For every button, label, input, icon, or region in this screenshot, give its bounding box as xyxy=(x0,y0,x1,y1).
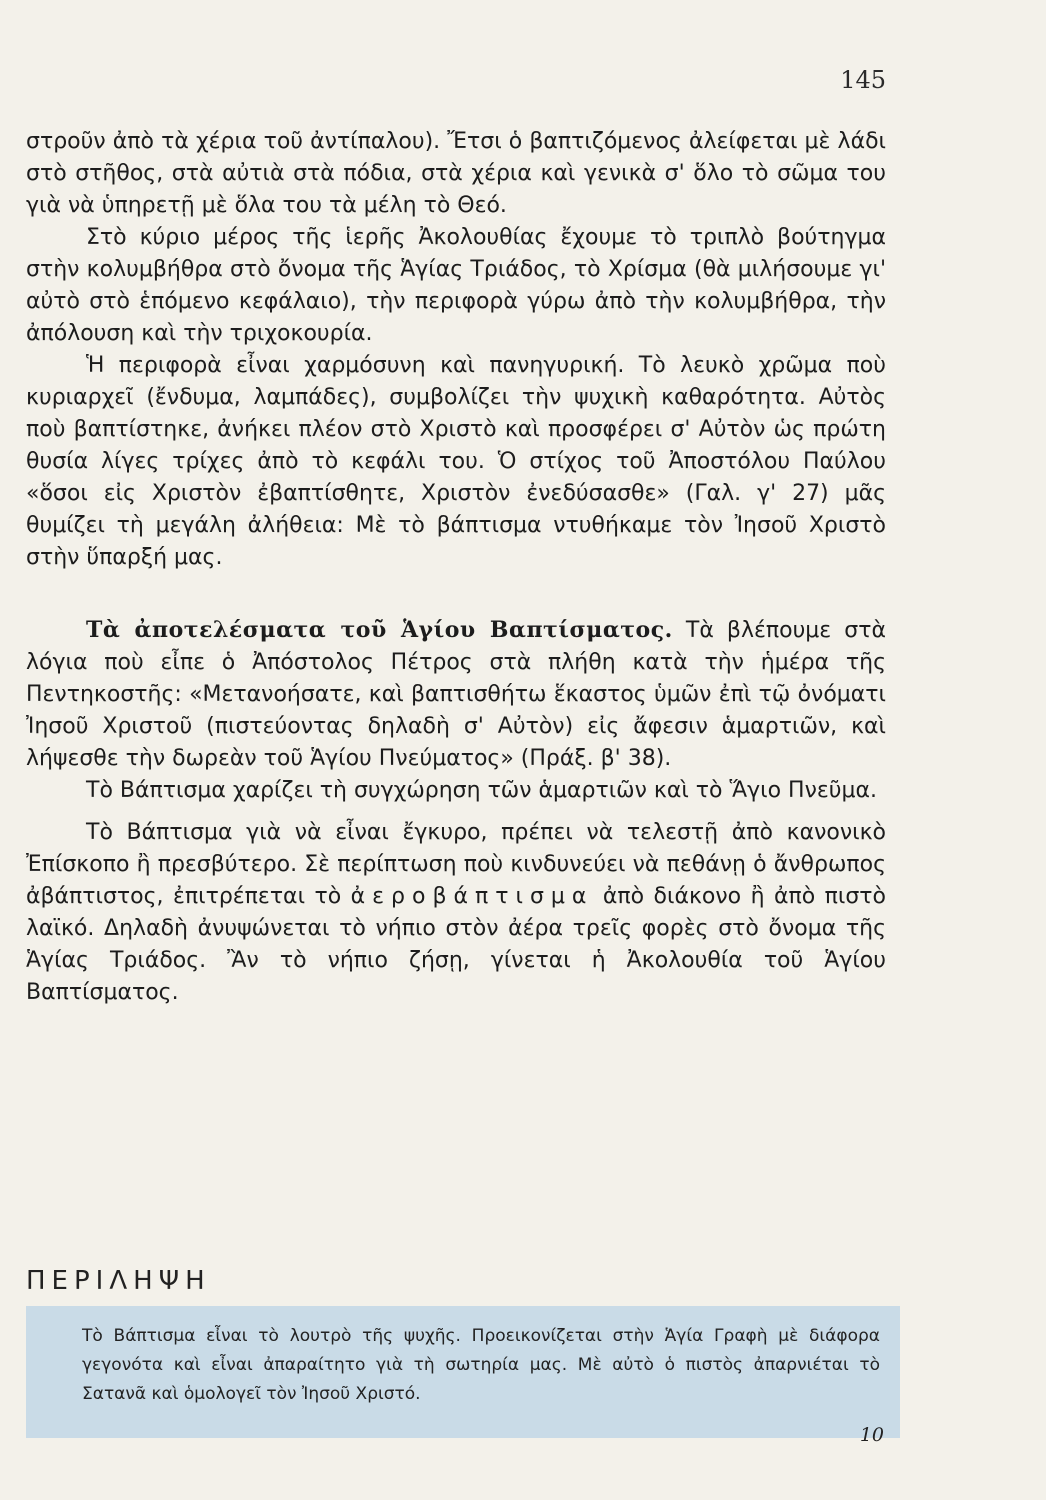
paragraph-results-text: Τὰ βλέπουμε στὰ λόγια ποὺ εἶπε ὁ Ἀπόστολος Πέτρος στὰ πλήθη κατὰ τὴν ἡμέρα τῆς Πεντηκοστῆς: «Μετανοήσατε, καὶ βαπτισθήτω ἕκαστος ὑμῶν ἐπὶ τῷ ὀνόματι Ἰησοῦ Χριστοῦ (πιστεύοντας δηλαδὴ σ' Αὐτὸν) εἰς ἄφεσιν ἁμαρτιῶν, καὶ λήψεσθε τὴν δωρεὰν τοῦ Ἁγίου Πνεύματος» (Πράξ. β' 38). xyxy=(26,618,886,771)
summary-text: Τὸ Βάπτισμα εἶναι τὸ λουτρὸ τῆς ψυχῆς. Προεικονίζεται στὴν Ἁγία Γραφὴ μὲ διάφορα γεγονότα καὶ εἶναι ἀπαραίτητο γιὰ τὴ σωτηρία μας. Μὲ αὐτὸ ὁ πιστὸς ἀπαρνιέται τὸ Σατανᾶ καὶ ὁμολογεῖ τὸν Ἰησοῦ Χριστό. xyxy=(82,1326,880,1404)
paragraph-validity-a: Τὸ Βάπτισμα γιὰ νὰ εἶναι ἔγκυρο, πρέπει νὰ τελεστῇ ἀπὸ κανονικὸ Ἐπίσκοπο ἢ πρεσβύτερο. Σὲ περίπτωση ποὺ κινδυνεύει νὰ πεθάνῃ ὁ ἄνθρωπος ἀβάπτιστος, ἐπιτρέπεται τὸ xyxy=(26,820,886,909)
paragraph-forgiveness: Τὸ Βάπτισμα χαρίζει τὴ συγχώρηση τῶν ἁμαρτιῶν καὶ τὸ Ἅγιο Πνεῦμα. xyxy=(86,778,877,803)
page-number: 145 xyxy=(840,66,886,94)
paragraph-results xyxy=(26,614,886,775)
folio-number: 10 xyxy=(859,1424,884,1446)
paragraph-validity xyxy=(26,817,886,1009)
section-heading: Τὰ ἀποτελέσματα τοῦ Ἁγίου Βαπτίσματος. xyxy=(86,617,673,643)
body-text xyxy=(26,126,886,1009)
paragraph-main-part: Στὸ κύριο μέρος τῆς ἱερῆς Ἀκολουθίας ἔχουμε τὸ τριπλὸ βούτηγμα στὴν κολυμβήθρα στὸ ὄνομα τῆς Ἁγίας Τριάδος, τὸ Χρίσμα (θὰ μιλήσουμε γι' αὐτὸ στὸ ἑπόμενο κεφάλαιο), τὴν περιφορὰ γύρω ἀπὸ τὴν κολυμβήθρα, τὴν ἀπόλουση καὶ τὴν τριχοκουρία. xyxy=(26,225,886,346)
paragraph-validity-b: ἀπὸ διάκονο ἢ ἀπὸ πιστὸ λαϊκό. Δηλαδὴ ἀνυψώνεται τὸ νήπιο στὸν ἀέρα τρεῖς φορὲς στὸ ὄνομα τῆς Ἁγίας Τριάδος. Ἂν τὸ νήπιο ζήσῃ, γίνεται ἡ Ἀκολουθία τοῦ Ἁγίου Βαπτίσματος. xyxy=(26,884,887,1005)
term-aerovaptisma: ἀεροβάπτισμα xyxy=(350,884,594,909)
summary-title: ΠΕΡΙΛΗΨΗ xyxy=(26,1266,211,1296)
summary-box xyxy=(26,1306,900,1438)
paragraph-procession: Ἡ περιφορὰ εἶναι χαρμόσυνη καὶ πανηγυρική. Τὸ λευκὸ χρῶμα ποὺ κυριαρχεῖ (ἔνδυμα, λαμπάδες), συμβολίζει τὴν ψυχικὴ καθαρότητα. Αὐτὸς ποὺ βαπτίστηκε, ἀνήκει πλέον στὸ Χριστὸ καὶ προσφέρει σ' Αὐτὸν ὡς πρώτη θυσία λίγες τρίχες ἀπὸ τὸ κεφάλι του. Ὁ στίχος τοῦ Ἀποστόλου Παύλου «ὅσοι εἰς Χριστὸν ἐβαπτίσθητε, Χριστὸν ἐνεδύσασθε» (Γαλ. γ' 27) μᾶς θυμίζει τὴ μεγάλη ἀλήθεια: Μὲ τὸ βάπτισμα ντυθήκαμε τὸν Ἰησοῦ Χριστὸ στὴν ὕπαρξή μας. xyxy=(26,353,886,570)
paragraph-continuation: στροῦν ἀπὸ τὰ χέρια τοῦ ἀντίπαλου). Ἔτσι ὁ βαπτιζόμενος ἀλείφεται μὲ λάδι στὸ στῆθος, στὰ αὐτιὰ στὰ πόδια, στὰ χέρια καὶ γενικὰ σ' ὅλο τὸ σῶμα του γιὰ νὰ ὑπηρετῇ μὲ ὅλα του τὰ μέλη τὸ Θεό. xyxy=(26,129,886,218)
